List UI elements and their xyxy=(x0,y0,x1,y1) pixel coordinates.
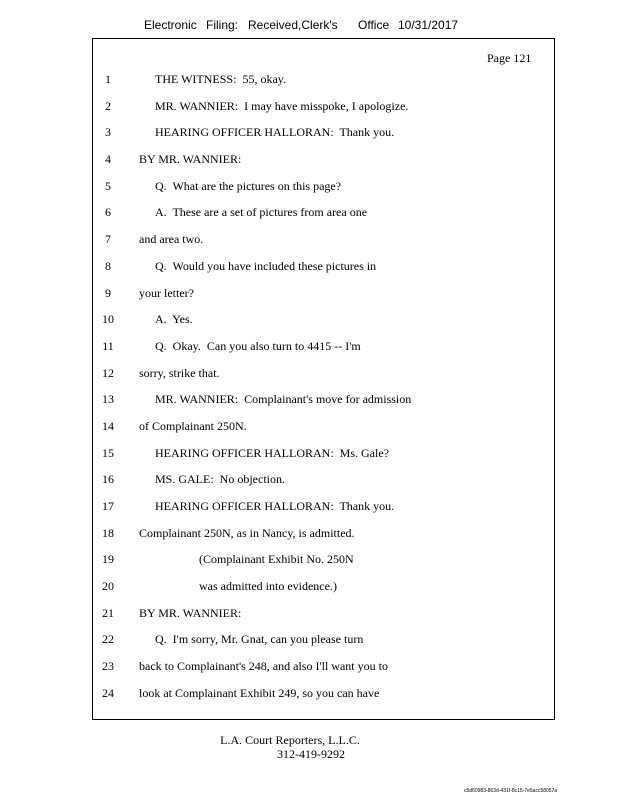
line-number: 10 xyxy=(102,312,114,327)
line-number: 22 xyxy=(102,632,114,647)
line-number: 24 xyxy=(102,685,114,700)
line-text: Q. Okay. Can you also turn to 4415 -- I'm xyxy=(155,338,361,353)
transcript-line xyxy=(0,499,618,526)
line-number: 1 xyxy=(105,72,111,86)
line-number: 11 xyxy=(102,338,114,353)
transcript-line xyxy=(0,205,618,232)
line-text: THE WITNESS: 55, okay. xyxy=(155,72,286,86)
court-reporter-name: L.A. Court Reporters, L.L.C. xyxy=(220,733,360,747)
line-text: BY MR. WANNIER: xyxy=(139,152,242,167)
line-number: 17 xyxy=(102,499,114,513)
filing-stamp-header xyxy=(0,18,618,34)
line-text: Complainant 250N, as in Nancy, is admitted. xyxy=(139,525,355,540)
transcript-line xyxy=(0,125,618,152)
transcript-lines xyxy=(0,72,618,713)
transcript-line xyxy=(0,606,618,633)
line-number: 15 xyxy=(102,445,114,460)
transcript-line xyxy=(0,659,618,686)
transcript-line xyxy=(0,392,618,419)
line-number: 21 xyxy=(102,605,114,620)
header-received: Received,Clerk's xyxy=(248,18,338,32)
transcript-line xyxy=(0,152,618,179)
transcript-line xyxy=(0,552,618,579)
line-text: Q. I'm sorry, Mr. Gnat, can you please turn xyxy=(155,632,364,647)
transcript-line xyxy=(0,232,618,259)
line-text: HEARING OFFICER HALLORAN: Thank you. xyxy=(155,499,395,513)
transcript-line xyxy=(0,339,618,366)
document-id: c5d60983-863d-431f-8c15-7e5acc58057a xyxy=(464,788,558,794)
line-text: BY MR. WANNIER: xyxy=(139,605,242,620)
header-office: Office xyxy=(358,18,390,32)
line-number: 8 xyxy=(105,258,111,273)
line-text: Q. Would you have included these pictures in xyxy=(155,258,377,273)
line-number: 18 xyxy=(102,525,114,540)
line-number: 3 xyxy=(105,125,111,140)
transcript-line xyxy=(0,686,618,713)
line-text: sorry, strike that. xyxy=(139,365,220,380)
line-number: 13 xyxy=(102,392,114,407)
line-text: Q. What are the pictures on this page? xyxy=(155,178,342,193)
line-text: MS. GALE: No objection. xyxy=(155,472,285,487)
transcript-line xyxy=(0,72,618,99)
line-number: 4 xyxy=(105,152,111,167)
line-number: 2 xyxy=(105,98,111,113)
transcript-line xyxy=(0,259,618,286)
line-number: 14 xyxy=(102,418,114,433)
line-text: A. Yes. xyxy=(155,312,193,327)
transcript-line xyxy=(0,526,618,553)
line-text: of Complainant 250N. xyxy=(139,418,247,433)
header-date: 10/31/2017 xyxy=(398,18,459,32)
line-number: 19 xyxy=(102,552,114,567)
line-number: 23 xyxy=(102,659,114,674)
page-number: Page 121 xyxy=(487,51,532,65)
line-number: 5 xyxy=(105,178,111,193)
line-text: back to Complainant's 248, and also I'll want you to xyxy=(139,659,388,674)
transcript-line xyxy=(0,446,618,473)
transcript-line xyxy=(0,579,618,606)
line-text: HEARING OFFICER HALLORAN: Thank you. xyxy=(155,125,395,140)
line-text: MR. WANNIER: Complainant's move for admission xyxy=(155,392,412,407)
line-number: 6 xyxy=(105,205,111,220)
line-text: HEARING OFFICER HALLORAN: Ms. Gale? xyxy=(155,445,389,460)
transcript-line xyxy=(0,419,618,446)
court-reporter-phone: 312-419-9292 xyxy=(277,747,345,761)
header-filing: Filing: xyxy=(206,18,239,32)
line-number: 20 xyxy=(102,579,114,594)
line-text: (Complainant Exhibit No. 250N xyxy=(199,552,354,567)
header-electronic: Electronic xyxy=(144,18,197,32)
transcript-line xyxy=(0,179,618,206)
line-text: was admitted into evidence.) xyxy=(199,579,337,594)
line-text: MR. WANNIER: I may have misspoke, I apologize. xyxy=(155,98,409,113)
line-text: and area two. xyxy=(139,232,204,247)
line-number: 7 xyxy=(105,232,111,247)
line-number: 9 xyxy=(105,285,111,300)
transcript-line xyxy=(0,472,618,499)
transcript-line xyxy=(0,632,618,659)
line-number: 12 xyxy=(102,365,114,380)
transcript-line xyxy=(0,286,618,313)
line-text: your letter? xyxy=(139,285,194,300)
line-text: look at Complainant Exhibit 249, so you can have xyxy=(139,685,380,700)
transcript-line xyxy=(0,366,618,393)
transcript-line xyxy=(0,312,618,339)
line-text: A. These are a set of pictures from area one xyxy=(155,205,368,220)
transcript-line xyxy=(0,99,618,126)
line-number: 16 xyxy=(102,472,114,487)
